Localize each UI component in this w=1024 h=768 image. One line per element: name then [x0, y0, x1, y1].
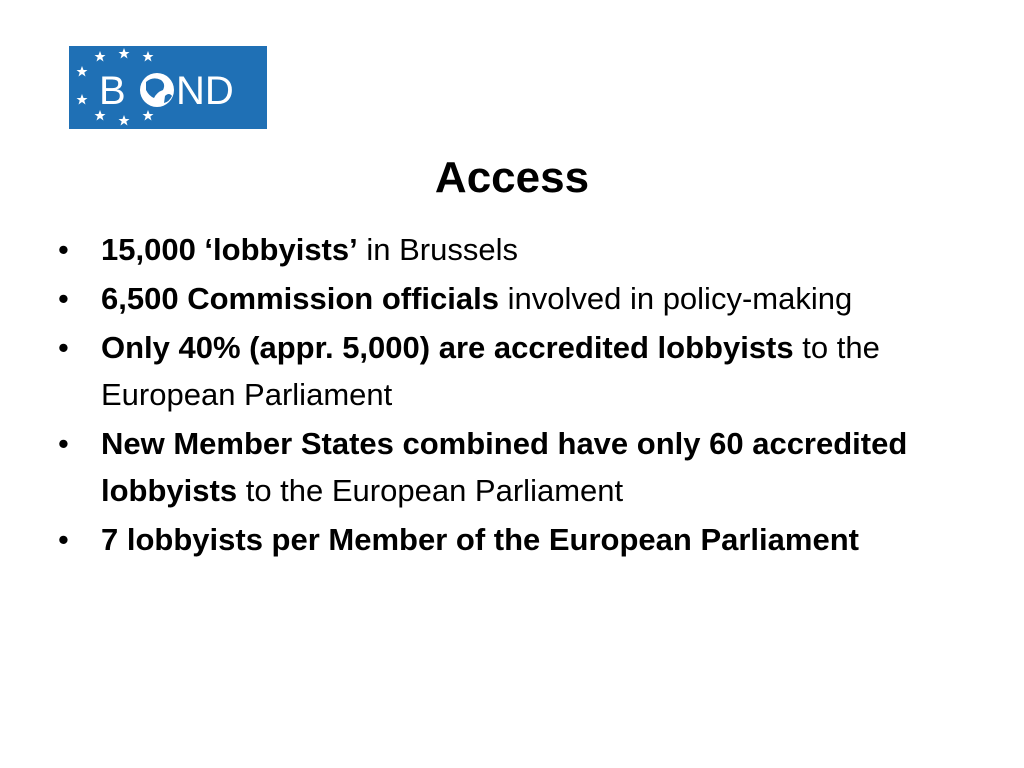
bullet-item: [58, 275, 958, 322]
bullet-list: [58, 226, 958, 565]
bullet-marker: •: [58, 330, 69, 365]
logo-letter-b: B: [99, 69, 126, 113]
bullet-item: [58, 420, 958, 514]
bullet-marker: •: [58, 522, 69, 557]
bullet-bold-text: Only 40% (appr. 5,000) are accredited lobbyists: [101, 330, 794, 365]
bond-logo: [69, 46, 267, 129]
bullet-bold-text: 15,000 ‘lobbyists’: [101, 232, 358, 267]
bullet-item: [58, 516, 958, 563]
bond-logo-graphic: [69, 46, 267, 129]
bullet-marker: •: [58, 281, 69, 316]
bullet-normal-text: to the European Parliament: [101, 330, 880, 412]
bullet-bold-text: 7 lobbyists per Member of the European Parliament: [101, 522, 859, 557]
bullet-normal-text: involved in policy-making: [498, 281, 853, 316]
bullet-marker: •: [58, 232, 69, 267]
bullet-item: [58, 226, 958, 273]
bullet-bold-text: New Member States combined have only 60 accredited lobbyists: [101, 426, 908, 508]
bullet-normal-text: in Brussels: [357, 232, 518, 267]
logo-letters-nd: ND: [176, 69, 234, 113]
bullet-item: [58, 324, 958, 418]
bullet-marker: •: [58, 426, 69, 461]
slide-title: Access: [434, 153, 590, 202]
bullet-normal-text: to the European Parliament: [237, 473, 624, 508]
bullet-bold-text: 6,500 Commission officials: [101, 281, 499, 316]
